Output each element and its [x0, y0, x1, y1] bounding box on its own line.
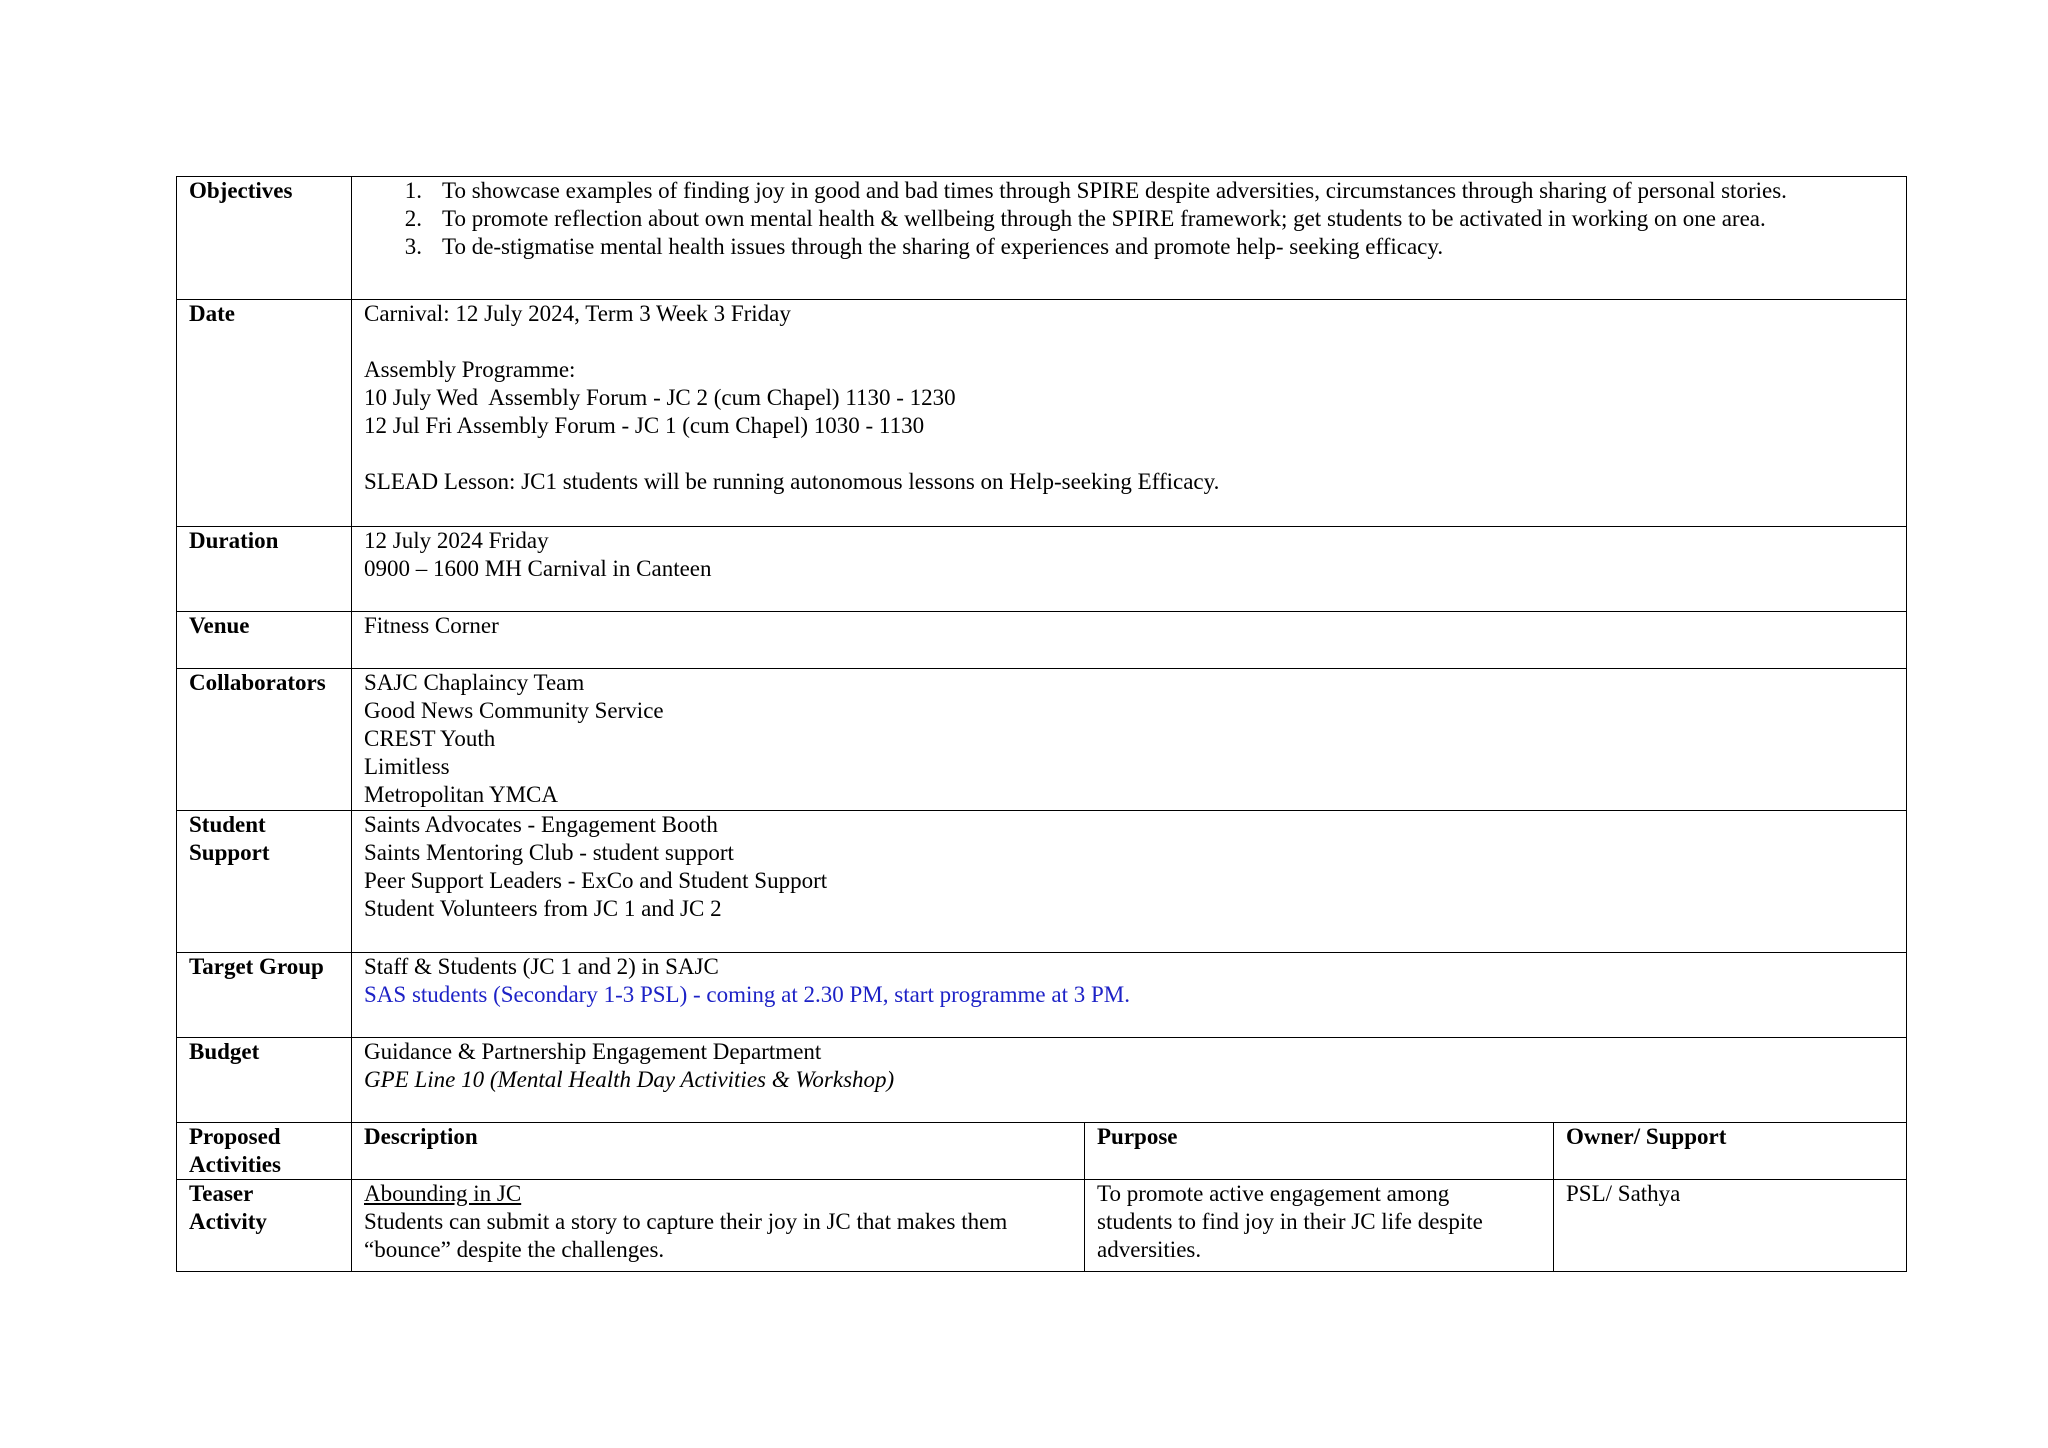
- duration-date: 12 July 2024 Friday: [364, 528, 549, 553]
- collaborator-item: Metropolitan YMCA: [364, 782, 558, 807]
- target-group-staff: Staff & Students (JC 1 and 2) in SAJC: [364, 954, 719, 979]
- venue-row: [177, 612, 1907, 669]
- objectives-label: Objectives: [177, 177, 352, 300]
- plan-table: [176, 176, 1907, 1272]
- collaborators-label: Collaborators: [177, 669, 352, 811]
- assembly-jc1: 12 Jul Fri Assembly Forum - JC 1 (cum Chapel) 1030 - 1130: [364, 413, 925, 438]
- target-group-cell: [352, 953, 1907, 1038]
- student-support-cell: [352, 811, 1907, 953]
- proposed-activities-label: Proposed Activities: [177, 1123, 352, 1180]
- objectives-list: [364, 177, 1906, 261]
- target-group-label: Target Group: [177, 953, 352, 1038]
- duration-label: Duration: [177, 527, 352, 612]
- support-item: Saints Mentoring Club - student support: [364, 840, 734, 865]
- teaser-row: [177, 1180, 1907, 1272]
- teaser-description: Abounding in JC Students can submit a story to capture their joy in JC that makes them “bounce” despite the challenges.: [352, 1180, 1085, 1272]
- objectives-row: [177, 177, 1907, 300]
- teaser-title: Abounding in JC: [364, 1181, 522, 1206]
- objective-item: 2. To promote reflection about own mental health & wellbeing through the SPIRE framework; get students to be activated in working on one area.: [404, 206, 1766, 231]
- objective-item: 3. To de-stigmatise mental health issues through the sharing of experiences and promote help- seeking efficacy.: [404, 234, 1444, 259]
- owner-header: Owner/ Support: [1554, 1123, 1907, 1180]
- description-header: Description: [352, 1123, 1085, 1180]
- collaborator-item: Limitless: [364, 754, 450, 779]
- collaborators-cell: [352, 669, 1907, 811]
- collaborator-item: SAJC Chaplaincy Team: [364, 670, 585, 695]
- date-row: [177, 300, 1907, 527]
- assembly-jc2: 10 July Wed Assembly Forum - JC 2 (cum Chapel) 1130 - 1230: [364, 385, 956, 410]
- venue-value: Fitness Corner: [352, 612, 1907, 669]
- target-group-sas: SAS students (Secondary 1-3 PSL) - coming at 2.30 PM, start programme at 3 PM.: [364, 982, 1130, 1007]
- duration-row: [177, 527, 1907, 612]
- teaser-purpose: To promote active engagement among students to find joy in their JC life despite adversities.: [1085, 1180, 1554, 1272]
- date-cell: [352, 300, 1907, 527]
- budget-row: [177, 1038, 1907, 1123]
- teaser-activity-label: Teaser Activity: [177, 1180, 352, 1272]
- budget-department: Guidance & Partnership Engagement Department: [364, 1039, 822, 1064]
- student-support-label: Student Support: [177, 811, 352, 953]
- support-item: Student Volunteers from JC 1 and JC 2: [364, 896, 722, 921]
- collaborators-row: [177, 669, 1907, 811]
- budget-label: Budget: [177, 1038, 352, 1123]
- duration-cell: [352, 527, 1907, 612]
- collaborator-item: CREST Youth: [364, 726, 496, 751]
- support-item: Peer Support Leaders - ExCo and Student Support: [364, 868, 828, 893]
- objectives-cell: [352, 177, 1907, 300]
- support-item: Saints Advocates - Engagement Booth: [364, 812, 718, 837]
- teaser-owner: PSL/ Sathya: [1554, 1180, 1907, 1272]
- target-group-row: [177, 953, 1907, 1038]
- objective-item: 1. To showcase examples of finding joy in good and bad times through SPIRE despite adversities, circumstances through sharing of personal stories.: [404, 178, 1787, 203]
- budget-line: GPE Line 10 (Mental Health Day Activities & Workshop): [364, 1067, 895, 1092]
- duration-time: 0900 – 1600 MH Carnival in Canteen: [364, 556, 712, 581]
- purpose-header: Purpose: [1085, 1123, 1554, 1180]
- student-support-row: [177, 811, 1907, 953]
- collaborator-item: Good News Community Service: [364, 698, 664, 723]
- assembly-heading: Assembly Programme:: [364, 357, 576, 382]
- activities-header-row: [177, 1123, 1907, 1180]
- carnival-date: Carnival: 12 July 2024, Term 3 Week 3 Friday: [364, 301, 791, 326]
- date-label: Date: [177, 300, 352, 527]
- budget-cell: [352, 1038, 1907, 1123]
- venue-label: Venue: [177, 612, 352, 669]
- slead-lesson: SLEAD Lesson: JC1 students will be running autonomous lessons on Help-seeking Efficacy.: [364, 469, 1220, 494]
